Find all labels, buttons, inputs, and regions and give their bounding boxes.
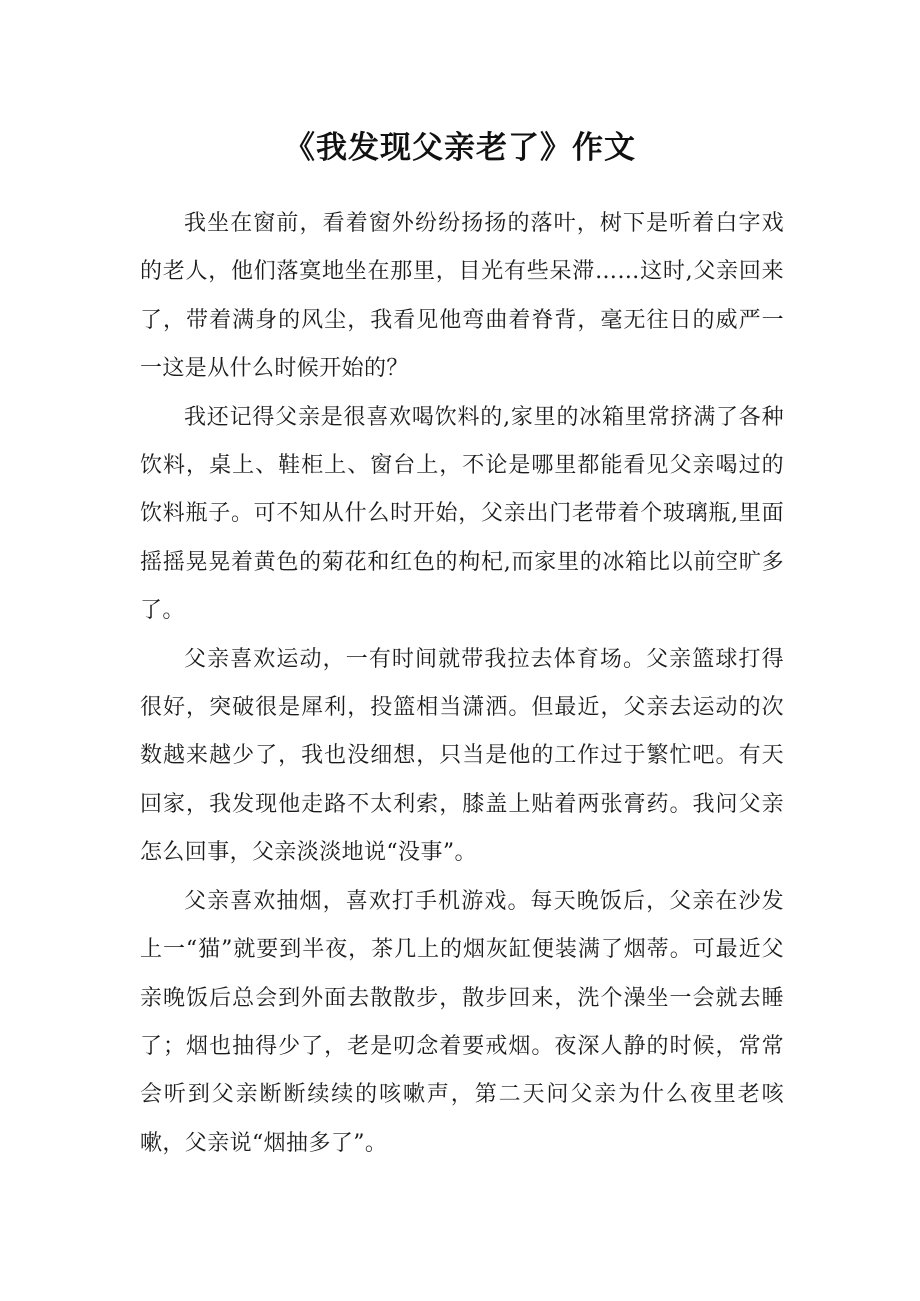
paragraph-4: 父亲喜欢抽烟，喜欢打手机游戏。每天晚饭后，父亲在沙发上一“猫”就要到半夜，茶几上的烟灰缸便装满了烟蒂。可最近父亲晚饭后总会到外面去散散步，散步回来，洗个澡坐一会就去睡了；烟也抽得少了，老是叨念着要戒烟。夜深人静的时候，常常会听到父亲断断续续的咳嗽声，第二天问父亲为什么夜里老咳嗽，父亲说“烟抽多了”。 [140, 888, 784, 1156]
paragraph-3: 父亲喜欢运动，一有时间就带我拉去体育场。父亲篮球打得很好，突破很是犀利，投篮相当潇洒。但最近，父亲去运动的次数越来越少了，我也没细想，只当是他的工作过于繁忙吧。有天回家，我发现他走路不太利索，膝盖上贴着两张膏药。我问父亲怎么回事，父亲淡淡地说“没事”。 [140, 646, 784, 866]
paragraph-1: 我坐在窗前，看着窗外纷纷扬扬的落叶，树下是听着白字戏的老人，他们落寞地坐在那里，目光有些呆滞……这时,父亲回来了，带着满身的风尘，我看见他弯曲着脊背，毫无往日的威严一一这是从什么时候开始的？ [140, 211, 784, 382]
paragraph-2: 我还记得父亲是很喜欢喝饮料的,家里的冰箱里常挤满了各种饮料，桌上、鞋柜上、窗台上，不论是哪里都能看见父亲喝过的饮料瓶子。可不知从什么时开始，父亲出门老带着个玻璃瓶,里面摇摇晃晃着黄色的菊花和红色的枸杞,而家里的冰箱比以前空旷多了。 [140, 404, 784, 624]
essay-body [140, 200, 784, 1168]
essay-title: 《我发现父亲老了》作文 [284, 130, 636, 166]
